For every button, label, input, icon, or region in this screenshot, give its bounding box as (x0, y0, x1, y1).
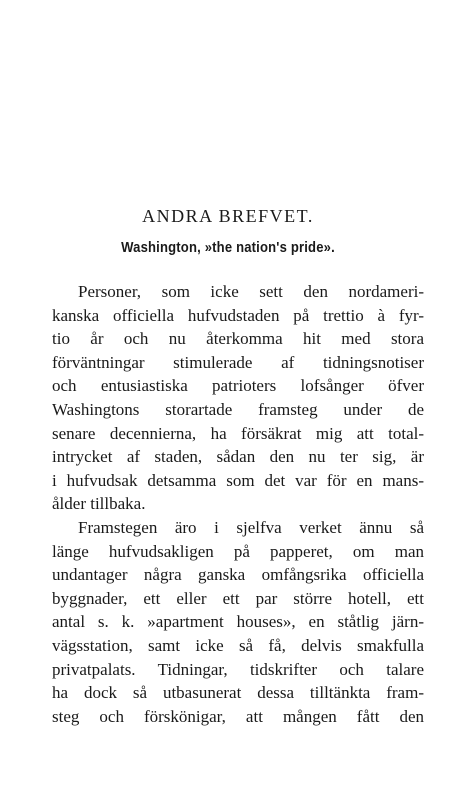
text-line: undantager några ganska omfångsrika officiella (52, 565, 424, 585)
text-line: Washingtons storartade framsteg under de (52, 399, 424, 419)
text-line: intrycket af staden, sådan den nu ter sig, är (52, 447, 424, 467)
text-line: Personer, som icke sett den nordameri- (78, 282, 424, 301)
text-line: vägsstation, samt icke så få, delvis smakfulla (52, 635, 424, 655)
text-line: kanska officiella hufvudstaden på trettio à fyr- (52, 305, 424, 325)
text-line: och entusiastiska patrioters lofsånger öfver (52, 376, 424, 396)
text-line: förväntningar stimulerade af tidningsnotiser (52, 352, 424, 372)
text-line: Framstegen äro i sjelfva verket ännu så (78, 518, 424, 537)
text-line: byggnader, ett eller ett par större hotell, ett (52, 588, 424, 608)
text-line: länge hufvudsakligen på papperet, om man (52, 541, 424, 561)
text-line: ha dock så utbasunerat dessa tilltänkta fram- (52, 683, 424, 703)
text-line: privatpalats. Tidningar, tidskrifter och talare (52, 659, 424, 679)
paragraph-2 (52, 516, 424, 728)
text-line: antal s. k. »apartment houses», en ståtlig järn- (52, 612, 424, 632)
text-line: senare decennierna, ha försäkrat mig att total- (52, 423, 424, 443)
text-line: i hufvudsak detsamma som det var för en mans- (52, 470, 424, 490)
chapter-subtitle: Washington, »the nation's pride». (121, 240, 335, 256)
paragraph-1 (52, 280, 424, 516)
text-line: steg och förskönigar, att mången fått den (52, 706, 424, 726)
text-line: tio år och nu återkomma hit med stora (52, 329, 424, 349)
chapter-title: ANDRA BREFVET. (142, 206, 314, 226)
text-line: ålder tillbaka. (52, 494, 146, 514)
